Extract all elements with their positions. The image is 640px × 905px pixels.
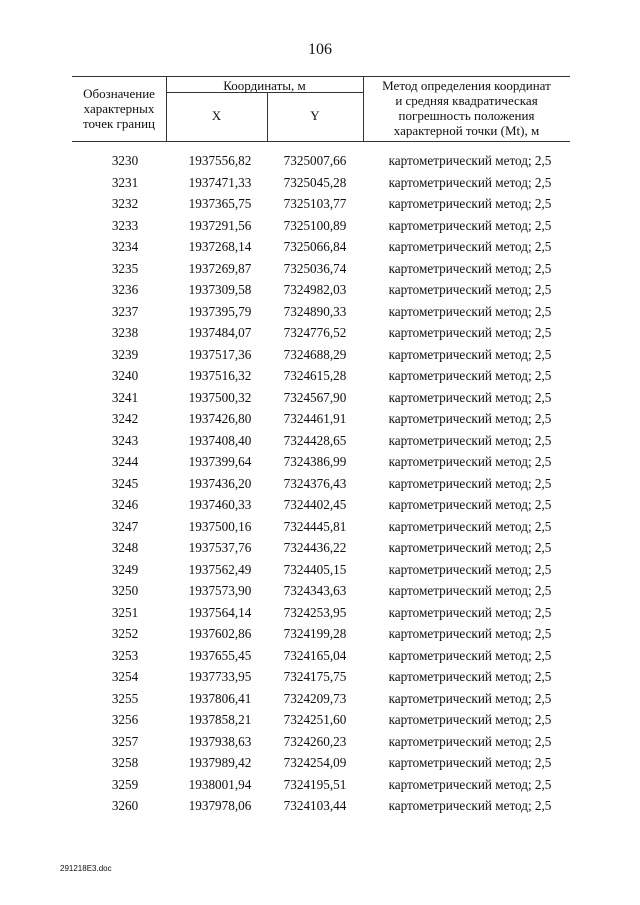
table-row [0,301,640,323]
method-cell: картометрический метод; 2,5 [388,475,552,491]
coord-y: 7324343,63 [283,583,347,598]
coord-y: 7324199,28 [283,626,347,641]
footer-filename: 291218E3.doc [60,864,112,873]
point-id: 3244 [111,454,139,469]
coord-y: 7324890,33 [283,303,347,319]
coord-y: 7324209,73 [283,690,347,706]
coord-y: 7324428,65 [283,432,347,448]
table-row [0,430,640,452]
table-row [0,344,640,366]
coord-x: 1938001,94 [188,776,252,792]
point-id: 3249 [111,561,139,577]
method-cell: картометрический метод; 2,5 [388,454,552,469]
method-cell: картометрический метод; 2,5 [388,798,552,813]
point-id: 3256 [111,712,139,727]
method-cell: картометрический метод; 2,5 [388,755,552,770]
method-cell: картометрический метод; 2,5 [388,282,552,297]
header-method [363,78,570,138]
header-designation-line: точек границ [82,116,156,131]
coord-y: 7324386,99 [283,454,347,469]
coord-x: 1937399,64 [188,454,252,469]
table-row [0,150,640,172]
header-method-line: и средняя квадратическая [395,93,538,108]
point-id: 3239 [111,346,139,362]
coord-y: 7324405,15 [283,561,347,577]
point-id: 3247 [111,518,139,534]
coord-y: 7324175,75 [283,669,347,684]
method-cell: картометрический метод; 2,5 [388,303,552,319]
point-id: 3238 [111,325,139,340]
table-row [0,559,640,581]
coord-x: 1937500,32 [188,389,252,405]
coord-y: 7324253,95 [283,604,347,620]
coord-y: 7325045,28 [283,174,347,190]
point-id: 3255 [111,690,139,706]
header-method-line: погрешность положения [398,108,535,123]
coord-x: 1937269,87 [188,260,252,276]
method-cell: картометрический метод; 2,5 [388,153,552,168]
method-cell: картометрический метод; 2,5 [388,540,552,555]
coord-x: 1937268,14 [188,239,252,254]
coord-y: 7324165,04 [283,647,347,663]
method-cell: картометрический метод; 2,5 [388,583,552,598]
coord-x: 1937484,07 [188,325,252,340]
point-id: 3259 [111,776,139,792]
table-row [0,752,640,774]
coord-y: 7324103,44 [283,798,347,813]
table-body [0,150,640,817]
coord-y: 7325066,84 [283,239,347,254]
table-row [0,172,640,194]
method-cell: картометрический метод; 2,5 [388,776,552,792]
table-row [0,451,640,473]
method-cell: картометрический метод; 2,5 [388,432,552,448]
table-row [0,365,640,387]
coord-y: 7325103,77 [283,196,347,211]
method-cell: картометрический метод; 2,5 [388,239,552,254]
point-id: 3248 [111,540,139,555]
method-cell: картометрический метод; 2,5 [388,497,552,512]
header-designation [72,86,166,131]
coord-y: 7324436,22 [283,540,347,555]
coord-y: 7324376,43 [283,475,347,491]
point-id: 3260 [111,798,139,813]
header-coordinates: Координаты, м [223,78,306,93]
coord-y: 7324776,52 [283,325,347,340]
coord-x: 1937602,86 [188,626,252,641]
point-id: 3232 [111,196,139,211]
coord-y: 7324982,03 [283,282,347,297]
point-id: 3246 [111,497,139,512]
point-id: 3230 [111,153,139,168]
coord-x: 1937309,58 [188,282,252,297]
method-cell: картометрический метод; 2,5 [388,174,552,190]
coord-x: 1937291,56 [188,217,252,233]
coord-y: 7324688,29 [283,346,347,362]
coord-x: 1937537,76 [188,540,252,555]
coord-y: 7324254,09 [283,755,347,770]
table-row [0,322,640,344]
method-cell: картометрический метод; 2,5 [388,325,552,340]
method-cell: картометрический метод; 2,5 [388,712,552,727]
table-row [0,645,640,667]
header-x: X [211,108,222,123]
coord-x: 1937573,90 [188,583,252,598]
point-id: 3241 [111,389,139,405]
table-row [0,236,640,258]
table-row [0,666,640,688]
table-top-border [72,76,570,77]
point-id: 3235 [111,260,139,276]
header-method-line: Метод определения координат [382,78,551,93]
method-cell: картометрический метод; 2,5 [388,217,552,233]
coord-x: 1937460,33 [188,497,252,512]
coord-x: 1937556,82 [188,153,252,168]
point-id: 3236 [111,282,139,297]
point-id: 3254 [111,669,139,684]
coord-x: 1937858,21 [188,712,252,727]
coord-x: 1937408,40 [188,432,252,448]
method-cell: картометрический метод; 2,5 [388,389,552,405]
point-id: 3258 [111,755,139,770]
point-id: 3253 [111,647,139,663]
table-row [0,688,640,710]
header-method-line: характерной точки (Mt), м [393,123,540,138]
coord-y: 7324567,90 [283,389,347,405]
table-row [0,795,640,817]
table-row [0,387,640,409]
coord-x: 1937733,95 [188,669,252,684]
table-row [0,580,640,602]
coord-y: 7325007,66 [283,153,347,168]
table-row [0,258,640,280]
point-id: 3237 [111,303,139,319]
table-row [0,516,640,538]
point-id: 3233 [111,217,139,233]
table-row [0,731,640,753]
method-cell: картометрический метод; 2,5 [388,647,552,663]
table-row [0,408,640,430]
table-row [0,774,640,796]
point-id: 3251 [111,604,139,620]
coord-y: 7324195,51 [283,776,347,792]
method-cell: картометрический метод; 2,5 [388,346,552,362]
table-row [0,279,640,301]
coord-x: 1937655,45 [188,647,252,663]
coord-y: 7324615,28 [283,368,347,383]
table-row [0,709,640,731]
coord-x: 1937564,14 [188,604,252,620]
coord-y: 7325100,89 [283,217,347,233]
point-id: 3252 [111,626,139,641]
header-bottom-border [72,141,570,142]
coord-y: 7324402,45 [283,497,347,512]
coord-x: 1937426,80 [188,411,252,426]
coord-y: 7324461,91 [283,411,347,426]
table-row [0,623,640,645]
point-id: 3243 [111,432,139,448]
coord-y: 7324251,60 [283,712,347,727]
coord-x: 1937471,33 [188,174,252,190]
header-y: Y [310,108,320,123]
method-cell: картометрический метод; 2,5 [388,733,552,749]
coord-x: 1937365,75 [188,196,252,211]
point-id: 3257 [111,733,139,749]
method-cell: картометрический метод; 2,5 [388,561,552,577]
point-id: 3245 [111,475,139,491]
coord-x: 1937436,20 [188,475,252,491]
point-id: 3234 [111,239,139,254]
coord-y: 7324260,23 [283,733,347,749]
table-row [0,494,640,516]
method-cell: картометрический метод; 2,5 [388,368,552,383]
point-id: 3250 [111,583,139,598]
coord-x: 1937517,36 [188,346,252,362]
coord-x: 1937500,16 [188,518,252,534]
table-row [0,602,640,624]
method-cell: картометрический метод; 2,5 [388,669,552,684]
coord-x: 1937516,32 [188,368,252,383]
table-row [0,215,640,237]
method-cell: картометрический метод; 2,5 [388,604,552,620]
point-id: 3242 [111,411,139,426]
coord-x: 1937989,42 [188,755,252,770]
coord-x: 1937562,49 [188,561,252,577]
coord-x: 1937806,41 [188,690,252,706]
table-row [0,193,640,215]
coord-y: 7324445,81 [283,518,347,534]
coord-x: 1937938,63 [188,733,252,749]
header-designation-line: характерных [83,101,155,116]
table-row [0,473,640,495]
method-cell: картометрический метод; 2,5 [388,260,552,276]
coord-x: 1937978,06 [188,798,252,813]
table-row [0,537,640,559]
method-cell: картометрический метод; 2,5 [388,518,552,534]
page-number: 106 [308,41,332,58]
point-id: 3240 [111,368,139,383]
method-cell: картометрический метод; 2,5 [388,196,552,211]
coord-y: 7325036,74 [283,260,347,276]
method-cell: картометрический метод; 2,5 [388,626,552,641]
coord-x: 1937395,79 [188,303,252,319]
header-designation-line: Обозначение [83,86,155,101]
point-id: 3231 [111,174,139,190]
method-cell: картометрический метод; 2,5 [388,690,552,706]
method-cell: картометрический метод; 2,5 [388,411,552,426]
